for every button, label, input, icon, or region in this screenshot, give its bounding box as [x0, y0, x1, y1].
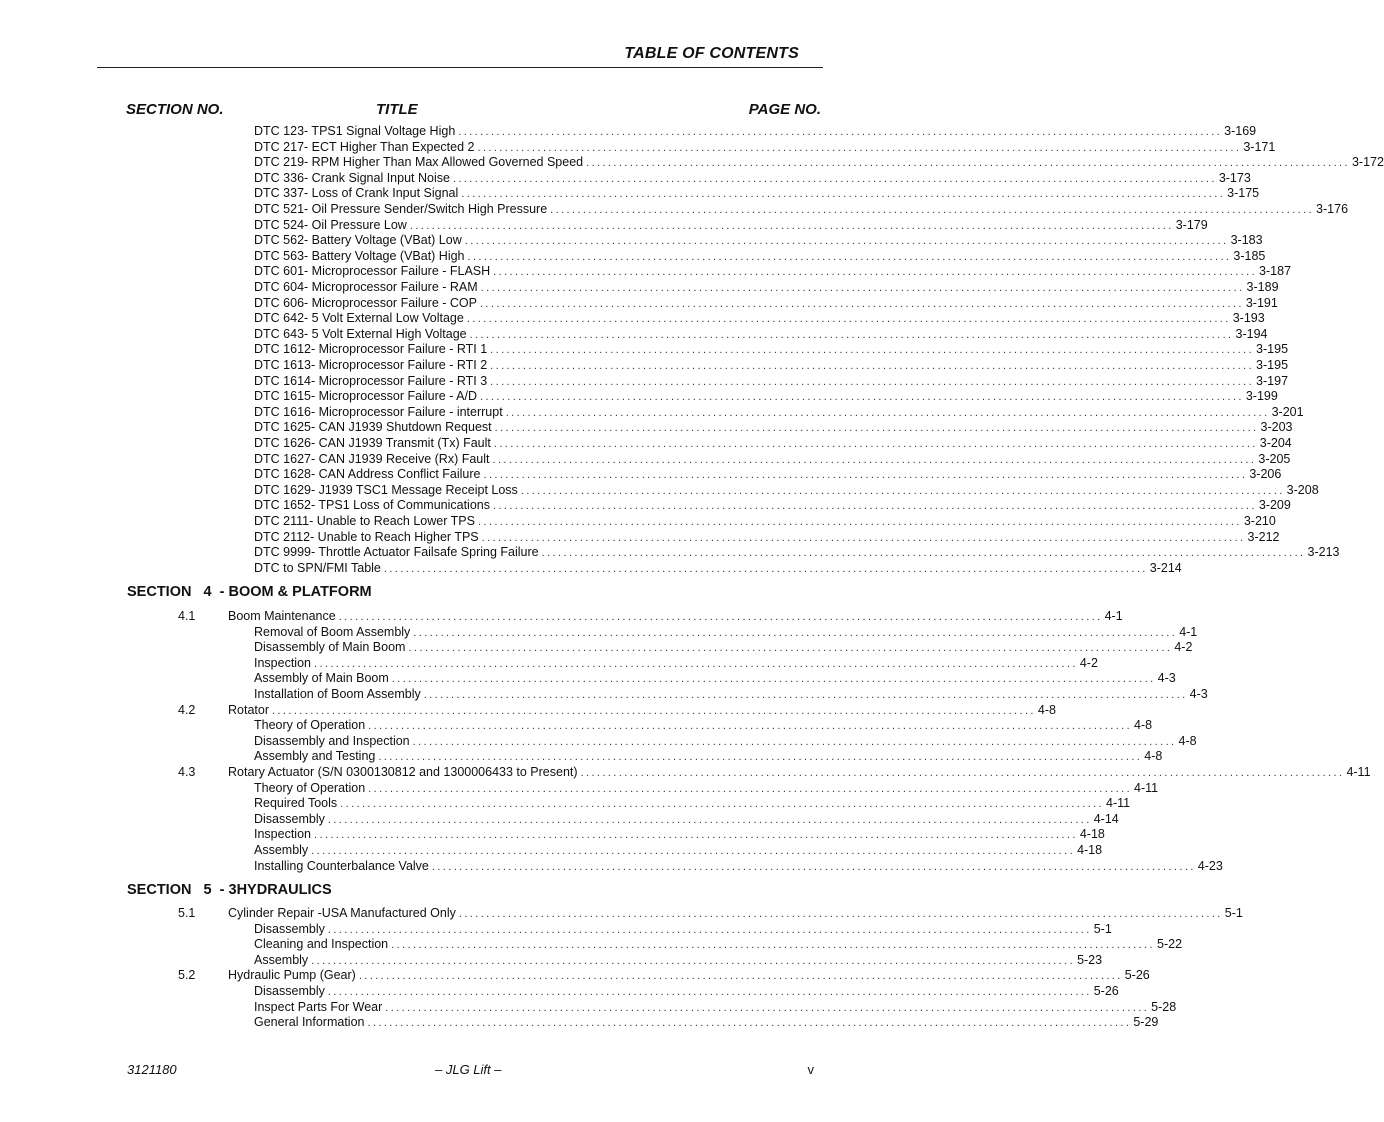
toc-entry-dtc[interactable] — [254, 466, 1282, 482]
leader-dots: ............................................................................................................................................ — [458, 908, 1223, 920]
toc-entry-title: DTC 336- Crank Signal Input Noise — [254, 171, 450, 185]
toc-entry-title: Inspect Parts For Wear — [254, 1000, 383, 1014]
toc-entry-title: Rotator — [228, 703, 269, 717]
leader-dots: ............................................................................................................................................ — [378, 751, 1143, 763]
leader-dots: ............................................................................................................................................ — [492, 500, 1257, 512]
leader-dots: ............................................................................................................................................ — [483, 469, 1248, 481]
toc-entry-page: 3-169 — [1224, 124, 1257, 138]
toc-entry-title: Boom Maintenance — [228, 609, 336, 623]
toc-entry-title: Disassembly of Main Boom — [254, 640, 406, 654]
toc-subentry[interactable] — [254, 952, 1103, 968]
toc-entry-page: 3-194 — [1235, 327, 1268, 341]
leader-dots: ............................................................................................................................................ — [391, 673, 1156, 685]
leader-dots: ............................................................................................................................................ — [368, 783, 1133, 795]
leader-dots: ............................................................................................................................................ — [408, 642, 1173, 654]
toc-entry[interactable] — [228, 905, 1243, 921]
leader-dots: ............................................................................................................................................ — [311, 845, 1076, 857]
toc-subentry[interactable] — [254, 639, 1193, 655]
toc-entry-dtc[interactable] — [254, 310, 1265, 326]
toc-entry-dtc[interactable] — [254, 435, 1292, 451]
leader-dots: ............................................................................................................................................ — [385, 1002, 1150, 1014]
toc-entry-title: Assembly and Testing — [254, 749, 376, 763]
toc-entry-page: 3-185 — [1233, 249, 1266, 263]
toc-entry-dtc[interactable] — [254, 185, 1260, 201]
section-heading-5: SECTION 5 - 3HYDRAULICS — [127, 882, 332, 898]
toc-subentry[interactable] — [254, 624, 1198, 640]
toc-entry-title: DTC 601- Microprocessor Failure - FLASH — [254, 264, 491, 278]
toc-entry-page: 3-197 — [1256, 374, 1289, 388]
toc-entry-title: DTC 217- ECT Higher Than Expected 2 — [254, 140, 475, 154]
toc-entry-page: 4-1 — [1179, 625, 1198, 639]
toc-entry-title: DTC 1628- CAN Address Conflict Failure — [254, 467, 481, 481]
toc-entry-title: DTC 606- Microprocessor Failure - COP — [254, 296, 477, 310]
leader-dots: ............................................................................................................................................ — [313, 829, 1078, 841]
leader-dots: ............................................................................................................................................ — [452, 173, 1217, 185]
leader-dots: ............................................................................................................................................ — [358, 970, 1123, 982]
toc-entry-dtc[interactable] — [254, 388, 1278, 404]
toc-entry-page: 3-179 — [1175, 218, 1208, 232]
toc-entry-page: 4-2 — [1079, 656, 1098, 670]
toc-entry-page: 5-23 — [1077, 953, 1103, 967]
leader-dots: ............................................................................................................................................ — [327, 924, 1092, 936]
toc-entry-page: 4-18 — [1077, 843, 1103, 857]
toc-entry-page: 3-176 — [1316, 202, 1349, 216]
toc-entry-title: DTC 1614- Microprocessor Failure - RTI 3 — [254, 374, 488, 388]
toc-entry-title: Required Tools — [254, 796, 338, 810]
header-divider — [97, 67, 823, 68]
toc-entry-title: DTC 1627- CAN J1939 Receive (Rx) Fault — [254, 452, 490, 466]
toc-entry-title: Disassembly — [254, 922, 325, 936]
toc-entry-page: 5-1 — [1224, 906, 1243, 920]
toc-entry-page: 4-2 — [1174, 640, 1193, 654]
column-header-section: SECTION NO. — [126, 101, 224, 118]
toc-entry-dtc[interactable] — [254, 139, 1276, 155]
toc-entry-dtc[interactable] — [254, 544, 1340, 560]
toc-entry-page: 5-28 — [1151, 1000, 1177, 1014]
toc-entry-title: DTC 337- Loss of Crank Input Signal — [254, 186, 459, 200]
leader-dots: ............................................................................................................................................ — [467, 251, 1232, 263]
toc-entry-page: 4-11 — [1346, 765, 1371, 779]
toc-entry-dtc[interactable] — [254, 217, 1208, 233]
leader-dots: ............................................................................................................................................ — [580, 767, 1345, 779]
toc-entry-page: 3-199 — [1245, 389, 1278, 403]
leader-dots: ............................................................................................................................................ — [313, 658, 1078, 670]
toc-entry-title: DTC 219- RPM Higher Than Max Allowed Governed Speed — [254, 155, 584, 169]
toc-entry-page: 3-206 — [1249, 467, 1282, 481]
toc-entry-dtc[interactable] — [254, 279, 1279, 295]
leader-dots: ............................................................................................................................................ — [550, 204, 1315, 216]
toc-entry-page: 4-8 — [1134, 718, 1153, 732]
toc-entry-dtc[interactable] — [254, 295, 1278, 311]
toc-entry-dtc[interactable] — [254, 357, 1289, 373]
toc-entry-page: 3-175 — [1227, 186, 1260, 200]
footer-brand: – JLG Lift – — [435, 1062, 502, 1077]
leader-dots: ............................................................................................................................................ — [413, 627, 1178, 639]
toc-subentry[interactable] — [254, 921, 1112, 937]
toc-entry-page: 4-14 — [1093, 812, 1119, 826]
toc-entry-page: 3-204 — [1259, 436, 1292, 450]
toc-entry-title: DTC 1616- Microprocessor Failure - interrupt — [254, 405, 503, 419]
section-number: 4.3 — [178, 765, 196, 779]
leader-dots: ............................................................................................................................................ — [477, 516, 1242, 528]
toc-entry[interactable] — [228, 608, 1123, 624]
column-header-page: PAGE NO. — [748, 101, 821, 118]
section-heading-4: SECTION 4 - BOOM & PLATFORM — [127, 584, 372, 600]
toc-subentry[interactable] — [254, 795, 1131, 811]
toc-entry-title: Assembly — [254, 953, 309, 967]
toc-subentry[interactable] — [254, 733, 1197, 749]
toc-entry-page: 4-11 — [1134, 781, 1159, 795]
footer-page-number: v — [807, 1062, 814, 1077]
toc-entry-page: 4-23 — [1197, 859, 1223, 873]
toc-subentry[interactable] — [254, 936, 1183, 952]
toc-entry-page: 3-208 — [1286, 483, 1319, 497]
section-number: 5.1 — [178, 906, 196, 920]
toc-entry-dtc[interactable] — [254, 560, 1182, 576]
toc-entry-page: 5-22 — [1157, 937, 1183, 951]
leader-dots: ............................................................................................................................................ — [338, 611, 1103, 623]
toc-subentry[interactable] — [254, 717, 1153, 733]
toc-entry-page: 3-209 — [1258, 498, 1291, 512]
leader-dots: ............................................................................................................................................ — [586, 157, 1350, 169]
toc-entry-title: DTC 643- 5 Volt External High Voltage — [254, 327, 467, 341]
toc-entry-title: DTC 1615- Microprocessor Failure - A/D — [254, 389, 477, 403]
toc-entry-dtc[interactable] — [254, 263, 1292, 279]
toc-subentry[interactable] — [254, 655, 1098, 671]
leader-dots: ............................................................................................................................................ — [383, 563, 1148, 575]
leader-dots: ............................................................................................................................................ — [327, 986, 1092, 998]
toc-entry-title: Inspection — [254, 656, 311, 670]
toc-subentry[interactable] — [254, 780, 1159, 796]
toc-subentry[interactable] — [254, 748, 1163, 764]
toc-entry-page: 4-11 — [1106, 796, 1131, 810]
leader-dots: ............................................................................................................................................ — [458, 126, 1223, 138]
leader-dots: ............................................................................................................................................ — [541, 547, 1306, 559]
toc-entry-title: Disassembly — [254, 812, 325, 826]
toc-entry-page: 3-193 — [1232, 311, 1265, 325]
toc-entry-title: Hydraulic Pump (Gear) — [228, 968, 356, 982]
toc-entry-page: 3-210 — [1243, 514, 1276, 528]
toc-entry-dtc[interactable] — [254, 154, 1384, 170]
toc-entry-title: DTC 9999- Throttle Actuator Failsafe Spring Failure — [254, 545, 539, 559]
toc-entry-page: 5-26 — [1093, 984, 1119, 998]
toc-entry-title: DTC 563- Battery Voltage (VBat) High — [254, 249, 465, 263]
leader-dots: ............................................................................................................................................ — [492, 454, 1257, 466]
leader-dots: ............................................................................................................................................ — [520, 485, 1285, 497]
leader-dots: ............................................................................................................................................ — [461, 188, 1226, 200]
toc-entry-title: DTC 524- Oil Pressure Low — [254, 218, 407, 232]
leader-dots: ............................................................................................................................................ — [340, 798, 1105, 810]
leader-dots: ............................................................................................................................................ — [479, 298, 1244, 310]
toc-entry-dtc[interactable] — [254, 497, 1291, 513]
toc-entry-title: Cylinder Repair -USA Manufactured Only — [228, 906, 456, 920]
toc-entry-dtc[interactable] — [254, 373, 1289, 389]
toc-subentry[interactable] — [254, 670, 1176, 686]
toc-entry-title: Rotary Actuator (S/N 0300130812 and 1300006433 to Present) — [228, 765, 578, 779]
leader-dots: ............................................................................................................................................ — [479, 391, 1244, 403]
toc-entry-page: 3-214 — [1149, 561, 1182, 575]
toc-entry-title: DTC 604- Microprocessor Failure - RAM — [254, 280, 478, 294]
toc-entry-page: 3-187 — [1259, 264, 1292, 278]
toc-entry-dtc[interactable] — [254, 482, 1319, 498]
toc-entry-title: General Information — [254, 1015, 365, 1029]
leader-dots: ............................................................................................................................................ — [490, 360, 1255, 372]
toc-entry-dtc[interactable] — [254, 529, 1280, 545]
toc-entry-title: Theory of Operation — [254, 718, 366, 732]
leader-dots: ............................................................................................................................................ — [464, 235, 1229, 247]
toc-entry-title: DTC 2111- Unable to Reach Lower TPS — [254, 514, 475, 528]
leader-dots: ............................................................................................................................................ — [477, 142, 1242, 154]
leader-dots: ............................................................................................................................................ — [493, 438, 1258, 450]
toc-subentry[interactable] — [254, 983, 1119, 999]
column-header-title: TITLE — [376, 101, 418, 118]
toc-entry[interactable] — [228, 764, 1371, 780]
toc-entry-page: 3-195 — [1256, 358, 1289, 372]
toc-entry-dtc[interactable] — [254, 326, 1268, 342]
toc-subentry[interactable] — [254, 858, 1223, 874]
page-header-title: TABLE OF CONTENTS — [624, 45, 799, 62]
toc-entry-page: 4-3 — [1157, 671, 1176, 685]
toc-entry-title: Disassembly and Inspection — [254, 734, 410, 748]
toc-entry-page: 3-171 — [1243, 140, 1276, 154]
footer-doc-number: 3121180 — [127, 1062, 177, 1077]
leader-dots: ............................................................................................................................................ — [368, 720, 1133, 732]
toc-entry-title: DTC to SPN/FMI Table — [254, 561, 381, 575]
leader-dots: ............................................................................................................................................ — [490, 344, 1255, 356]
toc-entry-title: DTC 2112- Unable to Reach Higher TPS — [254, 530, 479, 544]
toc-entry-dtc[interactable] — [254, 248, 1266, 264]
toc-entry-dtc[interactable] — [254, 170, 1251, 186]
section-number: 4.1 — [178, 609, 196, 623]
toc-entry-page: 3-205 — [1258, 452, 1291, 466]
toc-entry-dtc[interactable] — [254, 341, 1289, 357]
leader-dots: ............................................................................................................................................ — [493, 266, 1258, 278]
leader-dots: ............................................................................................................................................ — [469, 329, 1234, 341]
leader-dots: ............................................................................................................................................ — [409, 220, 1174, 232]
toc-entry-title: DTC 521- Oil Pressure Sender/Switch High Pressure — [254, 202, 548, 216]
toc-entry-page: 4-3 — [1189, 687, 1208, 701]
toc-entry-dtc[interactable] — [254, 451, 1291, 467]
toc-entry-title: Cleaning and Inspection — [254, 937, 389, 951]
leader-dots: ............................................................................................................................................ — [490, 376, 1255, 388]
toc-entry-title: Assembly of Main Boom — [254, 671, 389, 685]
toc-entry-dtc[interactable] — [254, 419, 1293, 435]
toc-entry-page: 5-1 — [1093, 922, 1112, 936]
toc-entry-title: Installing Counterbalance Valve — [254, 859, 429, 873]
leader-dots: ............................................................................................................................................ — [423, 689, 1188, 701]
toc-entry-dtc[interactable] — [254, 232, 1263, 248]
toc-entry-title: Assembly — [254, 843, 309, 857]
leader-dots: ............................................................................................................................................ — [272, 705, 1036, 717]
toc-entry-page: 4-8 — [1178, 734, 1197, 748]
toc-entry-page: 3-213 — [1307, 545, 1340, 559]
toc-entry-page: 3-189 — [1246, 280, 1279, 294]
toc-entry-page: 4-18 — [1079, 827, 1105, 841]
toc-subentry[interactable] — [254, 1014, 1159, 1030]
leader-dots: ............................................................................................................................................ — [494, 422, 1259, 434]
toc-entry-title: DTC 1612- Microprocessor Failure - RTI 1 — [254, 342, 488, 356]
toc-subentry[interactable] — [254, 686, 1208, 702]
toc-entry-page: 3-212 — [1247, 530, 1280, 544]
toc-entry-title: DTC 1626- CAN J1939 Transmit (Tx) Fault — [254, 436, 491, 450]
section-number: 5.2 — [178, 968, 196, 982]
section-number: 4.2 — [178, 703, 196, 717]
toc-entry-page: 3-201 — [1271, 405, 1304, 419]
toc-entry-title: DTC 1629- J1939 TSC1 Message Receipt Loss — [254, 483, 518, 497]
toc-entry-dtc[interactable] — [254, 123, 1257, 139]
leader-dots: ............................................................................................................................................ — [466, 313, 1231, 325]
leader-dots: ............................................................................................................................................ — [412, 736, 1177, 748]
toc-entry-page: 5-29 — [1133, 1015, 1159, 1029]
toc-entry-dtc[interactable] — [254, 404, 1304, 420]
leader-dots: ............................................................................................................................................ — [505, 407, 1270, 419]
toc-entry-page: 3-203 — [1260, 420, 1293, 434]
toc-entry-title: DTC 1625- CAN J1939 Shutdown Request — [254, 420, 492, 434]
toc-subentry[interactable] — [254, 811, 1119, 827]
toc-entry-dtc[interactable] — [254, 513, 1276, 529]
toc-entry-title: Inspection — [254, 827, 311, 841]
toc-entry-title: DTC 1613- Microprocessor Failure - RTI 2 — [254, 358, 488, 372]
toc-subentry[interactable] — [254, 826, 1105, 842]
toc-entry-page: 3-183 — [1230, 233, 1263, 247]
leader-dots: ............................................................................................................................................ — [327, 814, 1092, 826]
toc-entry[interactable] — [228, 967, 1150, 983]
toc-entry-title: Disassembly — [254, 984, 325, 998]
toc-entry-title: DTC 562- Battery Voltage (VBat) Low — [254, 233, 462, 247]
toc-entry-title: DTC 1652- TPS1 Loss of Communications — [254, 498, 490, 512]
toc-entry-title: Removal of Boom Assembly — [254, 625, 411, 639]
toc-subentry[interactable] — [254, 842, 1103, 858]
toc-subentry[interactable] — [254, 999, 1177, 1015]
toc-entry-page: 3-195 — [1256, 342, 1289, 356]
toc-entry-page: 3-172 — [1351, 155, 1384, 169]
toc-entry-dtc[interactable] — [254, 201, 1349, 217]
toc-entry-page: 4-8 — [1037, 703, 1056, 717]
leader-dots: ............................................................................................................................................ — [367, 1017, 1132, 1029]
toc-entry-page: 4-8 — [1144, 749, 1163, 763]
leader-dots: ............................................................................................................................................ — [311, 955, 1076, 967]
toc-entry-page: 5-26 — [1124, 968, 1150, 982]
toc-entry-title: Installation of Boom Assembly — [254, 687, 421, 701]
toc-entry-title: Theory of Operation — [254, 781, 366, 795]
leader-dots: ............................................................................................................................................ — [480, 282, 1245, 294]
toc-entry-title: DTC 642- 5 Volt External Low Voltage — [254, 311, 464, 325]
toc-entry-page: 4-1 — [1104, 609, 1123, 623]
leader-dots: ............................................................................................................................................ — [431, 861, 1196, 873]
toc-entry[interactable] — [228, 702, 1056, 718]
leader-dots: ............................................................................................................................................ — [481, 532, 1246, 544]
leader-dots: ............................................................................................................................................ — [391, 939, 1155, 951]
toc-entry-page: 3-173 — [1218, 171, 1251, 185]
toc-entry-title: DTC 123- TPS1 Signal Voltage High — [254, 124, 456, 138]
toc-entry-page: 3-191 — [1245, 296, 1278, 310]
